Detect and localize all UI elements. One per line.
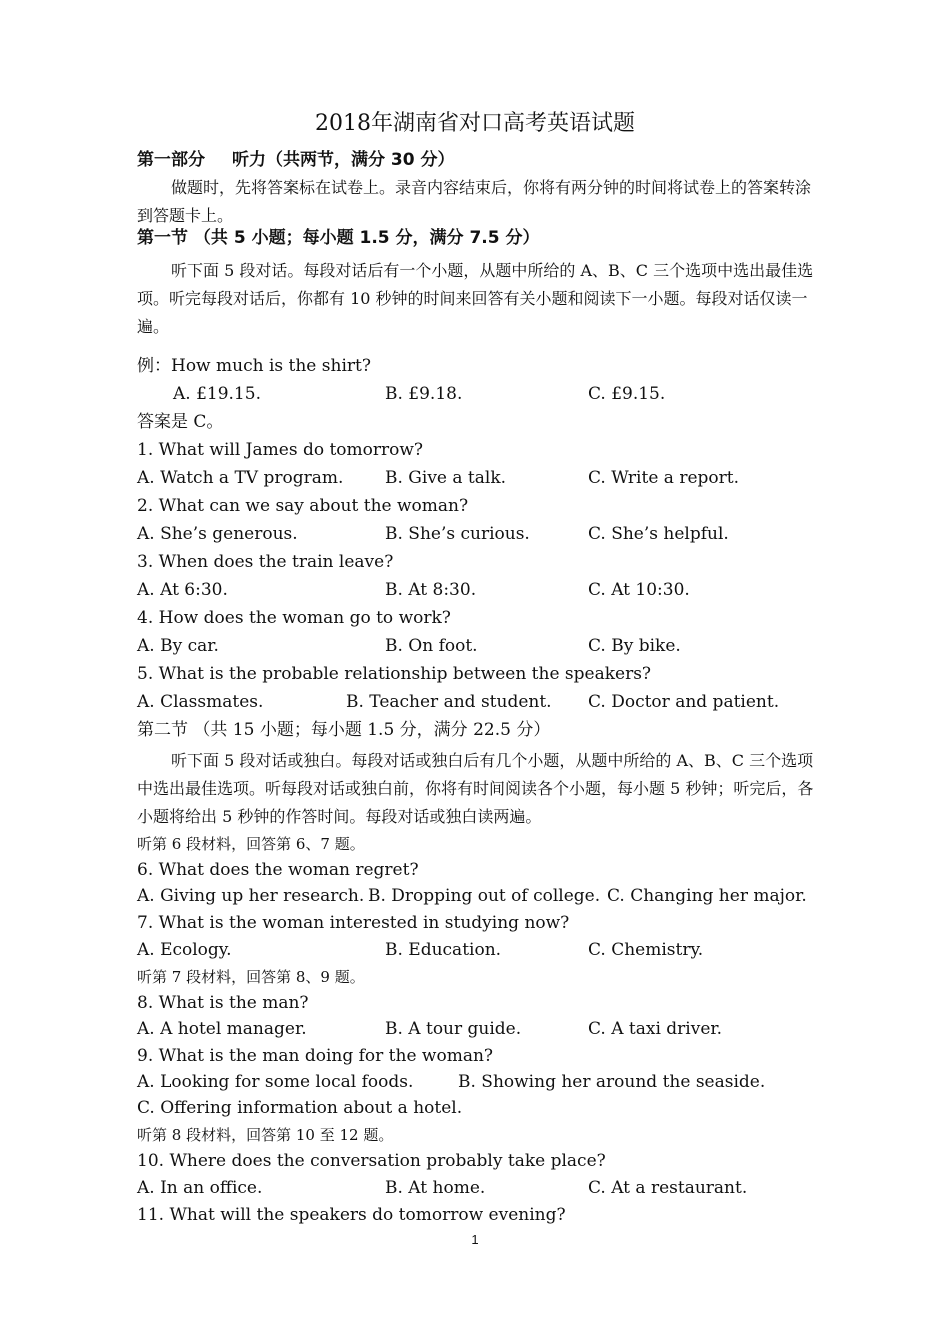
page-title: 2018年湖南省对口高考英语试题 xyxy=(315,111,635,136)
q10-option-c: C. At a restaurant. xyxy=(588,1178,748,1198)
material-6-note: 听第 6 段材料，回答第 6、7 题。 xyxy=(137,835,365,853)
q7-option-c: C. Chemistry. xyxy=(588,940,704,960)
q8-option-a: A. A hotel manager. xyxy=(137,1019,307,1039)
q7-option-a: A. Ecology. xyxy=(137,940,232,960)
question-8: 8. What is the man? xyxy=(137,993,309,1013)
section1-heading: 第一节 （共 5 小题；每小题 1.5 分，满分 7.5 分） xyxy=(137,228,540,248)
q9-option-c: C. Offering information about a hotel. xyxy=(137,1098,463,1118)
page-number: 1 xyxy=(471,1232,479,1247)
q5-option-a: A. Classmates. xyxy=(137,692,264,712)
q7-option-b: B. Education. xyxy=(385,940,502,960)
section1-instruction: 听下面 5 段对话。每段对话后有一个小题，从题中所给的 A、B、C 三个选项中选出最佳选项。听完每段对话后，你都有 10 秒钟的时间来回答有关小题和阅读下一小题。每段对话仅读一遍。 xyxy=(137,261,814,336)
material-7-note: 听第 7 段材料，回答第 8、9 题。 xyxy=(137,968,365,986)
q4-option-c: C. By bike. xyxy=(588,636,681,656)
part1-heading-a: 第一部分 xyxy=(137,150,205,170)
q6-option-b: B. Dropping out of college. xyxy=(368,886,601,906)
example-answer: 答案是 C。 xyxy=(137,412,224,432)
section2-instruction: 听下面 5 段对话或独白。每段对话或独白后有几个小题，从题中所给的 A、B、C 三个选项中选出最佳选项。听每段对话或独白前，你将有时间阅读各个小题，每小题 5 秒钟；听完后，各小题将给出 5 秒钟的作答时间。每段对话或独白读两遍。 xyxy=(137,751,814,826)
q3-option-a: A. At 6:30. xyxy=(137,580,228,600)
q3-option-b: B. At 8:30. xyxy=(385,580,477,600)
question-11: 11. What will the speakers do tomorrow evening? xyxy=(137,1205,566,1225)
question-4: 4. How does the woman go to work? xyxy=(137,608,451,628)
q4-option-b: B. On foot. xyxy=(385,636,478,656)
q5-option-b: B. Teacher and student. xyxy=(346,692,552,712)
example-option-a: A. £19.15. xyxy=(173,384,261,404)
question-9: 9. What is the man doing for the woman? xyxy=(137,1046,494,1066)
q4-option-a: A. By car. xyxy=(137,636,219,656)
q2-option-c: C. She’s helpful. xyxy=(588,524,729,544)
q5-option-c: C. Doctor and patient. xyxy=(588,692,780,712)
question-5: 5. What is the probable relationship between the speakers? xyxy=(137,664,652,684)
q3-option-c: C. At 10:30. xyxy=(588,580,690,600)
part1-instruction: 做题时，先将答案标在试卷上。录音内容结束后，你将有两分钟的时间将试卷上的答案转涂到答题卡上。 xyxy=(137,178,812,225)
q1-option-c: C. Write a report. xyxy=(588,468,739,488)
q8-option-c: C. A taxi driver. xyxy=(588,1019,723,1039)
question-3: 3. When does the train leave? xyxy=(137,552,394,572)
example-option-b: B. £9.18. xyxy=(385,384,463,404)
q10-option-b: B. At home. xyxy=(385,1178,486,1198)
question-1: 1. What will James do tomorrow? xyxy=(137,440,424,460)
question-2: 2. What can we say about the woman? xyxy=(137,496,469,516)
q1-option-a: A. Watch a TV program. xyxy=(137,468,344,488)
q6-option-a: A. Giving up her research. xyxy=(137,886,365,906)
q2-option-b: B. She’s curious. xyxy=(385,524,530,544)
material-8-note: 听第 8 段材料，回答第 10 至 12 题。 xyxy=(137,1126,394,1144)
q10-option-a: A. In an office. xyxy=(137,1178,263,1198)
question-6: 6. What does the woman regret? xyxy=(137,860,419,880)
question-10: 10. Where does the conversation probably take place? xyxy=(137,1151,606,1171)
q6-option-c: C. Changing her major. xyxy=(607,886,807,906)
section2-heading: 第二节 （共 15 小题；每小题 1.5 分，满分 22.5 分） xyxy=(137,720,551,740)
q8-option-b: B. A tour guide. xyxy=(385,1019,522,1039)
question-7: 7. What is the woman interested in studying now? xyxy=(137,913,570,933)
part1-heading-b: 听力（共两节，满分 30 分） xyxy=(232,150,455,170)
q9-option-a: A. Looking for some local foods. xyxy=(137,1072,414,1092)
example-question: 例：How much is the shirt? xyxy=(137,356,371,376)
example-option-c: C. £9.15. xyxy=(588,384,666,404)
q1-option-b: B. Give a talk. xyxy=(385,468,507,488)
q2-option-a: A. She’s generous. xyxy=(137,524,298,544)
q9-option-b: B. Showing her around the seaside. xyxy=(458,1072,766,1092)
